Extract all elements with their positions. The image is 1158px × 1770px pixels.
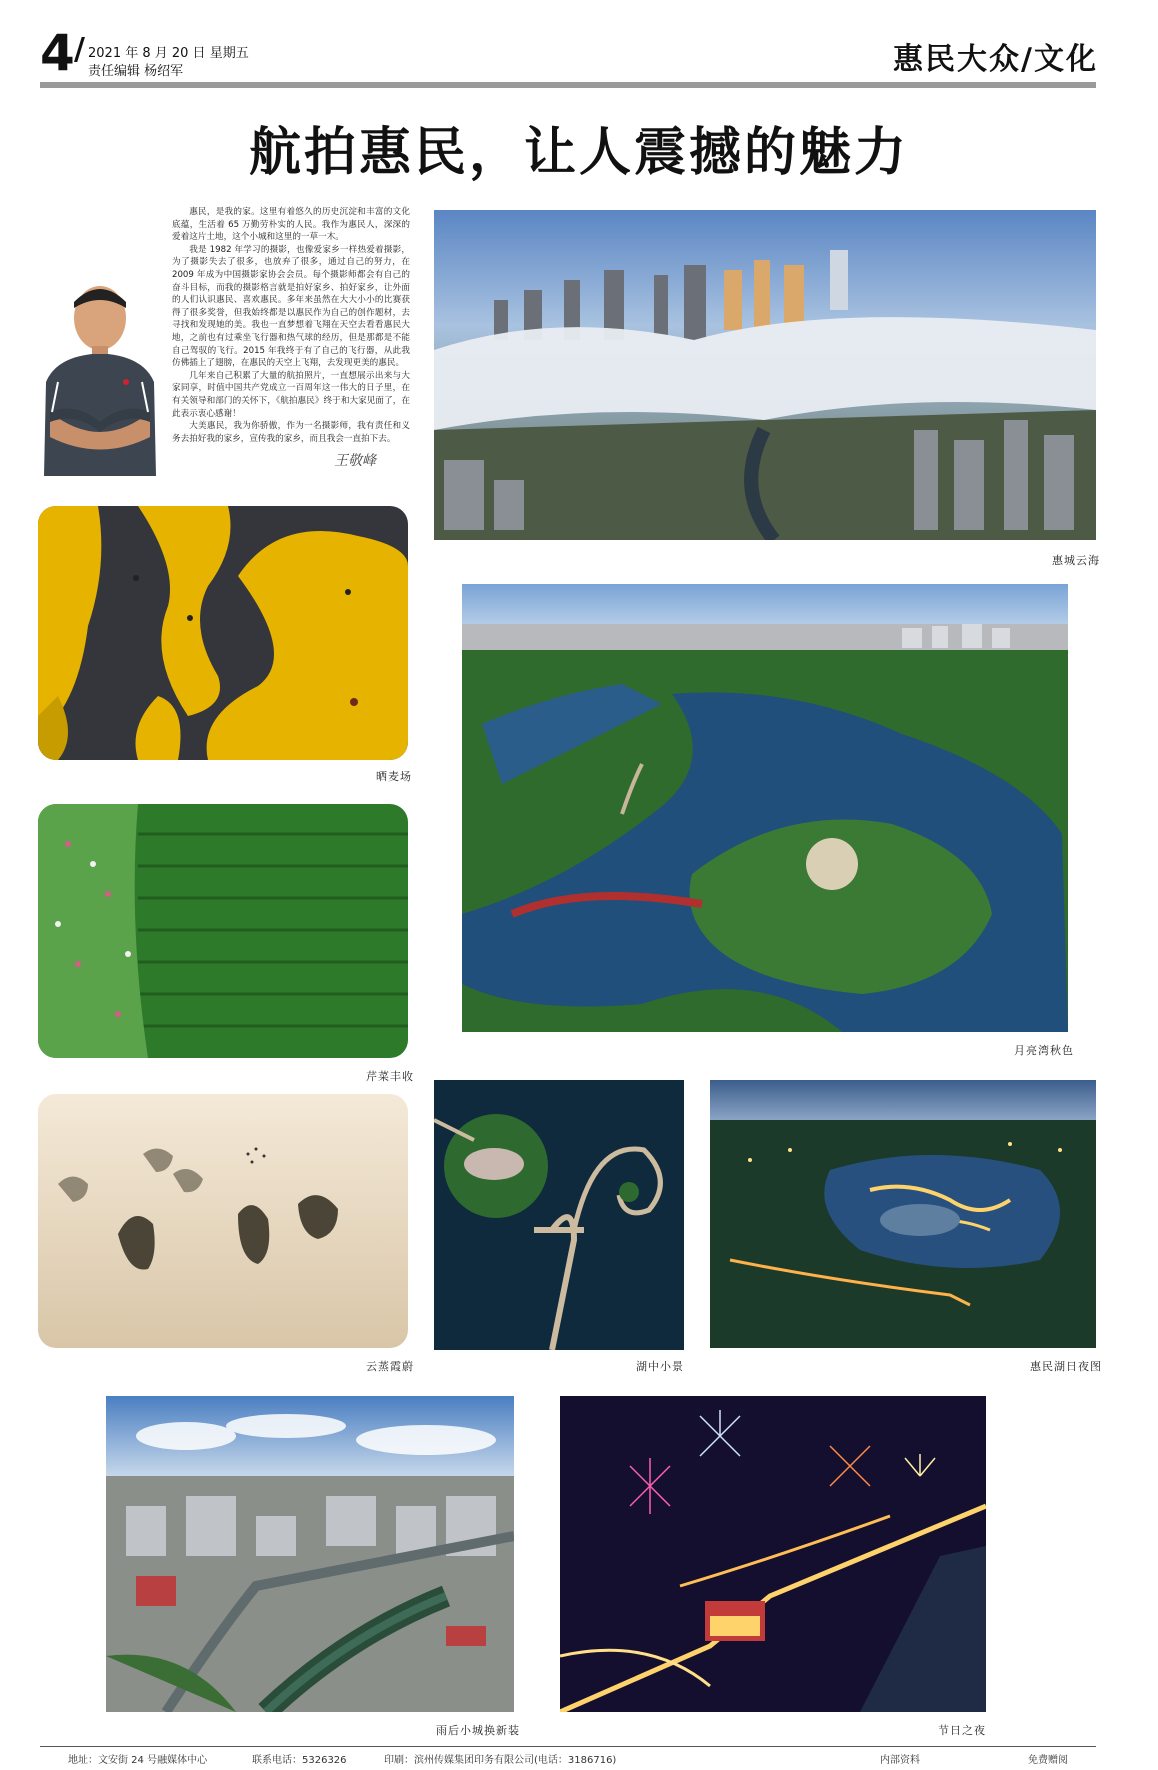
photo-cloud-sea [434,210,1096,540]
article-paragraph: 几年来自己积累了大量的航拍照片，一直想展示出来与大家同享，时值中国共产党成立一百周年这一伟大的日子里，在有关领导和部门的关怀下，《航拍惠民》终于和大家见面了，在此表示衷心感谢！ [172,370,410,419]
photo-fog-trees [38,1094,408,1348]
photo-caption: 芹菜丰收 [366,1070,414,1083]
photo-caption: 月亮湾秋色 [1014,1044,1074,1057]
article-paragraph: 我是 1982 年学习的摄影，也像爱家乡一样热爱着摄影，为了摄影失去了很多，也放弃了很多，通过自己的努力，在 2009 年成为中国摄影家协会会员。每个摄影师都会有自己的奋斗目标，而我的摄影格言就是拍好家乡、拍好家乡，让外面的人们认识惠民、喜欢惠民。多年来虽然在大大小小的比赛获得了很多奖誉，但我始终都是以惠民作为自己的创作题材，去寻找和发现她的美。我也一直梦想着飞翔在天空去看看惠民大地，之前也有过乘坐飞行器和热气球的经历，但是那都是不能自己驾驭的飞行。2015 年我终于有了自己的飞行器，从此我仿佛插上了翅膀，在惠民的天空上飞翔，去发现更美的惠民。 [172,244,410,369]
photo-caption: 雨后小城换新装 [436,1724,520,1737]
photo-lake-island [434,1080,684,1350]
footer-rule [40,1746,1096,1747]
footer-internal: 内部资料 [880,1755,920,1766]
photo-night-lake [710,1080,1096,1348]
portrait-photo [36,262,164,476]
footer-phone: 联系电话：5326326 [252,1755,347,1766]
footer-printer: 印刷：滨州传媒集团印务有限公司(电话：3186716) [384,1755,617,1766]
footer-address: 地址：文安街 24 号融媒体中心 [68,1755,208,1766]
photo-caption: 云蒸霞蔚 [366,1360,414,1373]
header-slash: / [74,32,85,67]
issue-date: 2021 年 8 月 20 日 星期五 [88,46,249,61]
photo-caption: 湖中小景 [636,1360,684,1373]
header-rule [40,82,1096,88]
photo-caption: 惠城云海 [1052,554,1100,567]
photo-town-after-rain [106,1396,514,1712]
photo-caption: 惠民湖日夜图 [1030,1360,1102,1373]
article-paragraph: 惠民，是我的家。这里有着悠久的历史沉淀和丰富的文化底蕴，生活着 65 万勤劳朴实的人民。我作为惠民人，深深的爱着这片土地，这个小城和这里的一草一木。 [172,207,410,243]
masthead: 惠民大众/文化 [893,42,1098,77]
photo-harvest [38,804,408,1058]
photo-wheat-drying [38,506,408,760]
article-paragraph: 大美惠民，我为你骄傲，作为一名摄影师，我有责任和义务去拍好我的家乡，宣传我的家乡，而且我会一直拍下去。 [172,421,410,444]
page-headline: 航拍惠民，让人震撼的魅力 [248,123,909,183]
author-signature: 王敬峰 [334,453,376,469]
photo-caption: 节日之夜 [938,1724,986,1737]
photo-festival-night [560,1396,986,1712]
photo-caption: 晒麦场 [376,770,412,783]
page-number: 4 [40,24,75,82]
responsible-editor: 责任编辑 杨绍军 [88,64,184,79]
article-body [38,206,410,476]
photo-lake-autumn [462,584,1068,1032]
footer-free: 免费赠阅 [1028,1755,1068,1766]
